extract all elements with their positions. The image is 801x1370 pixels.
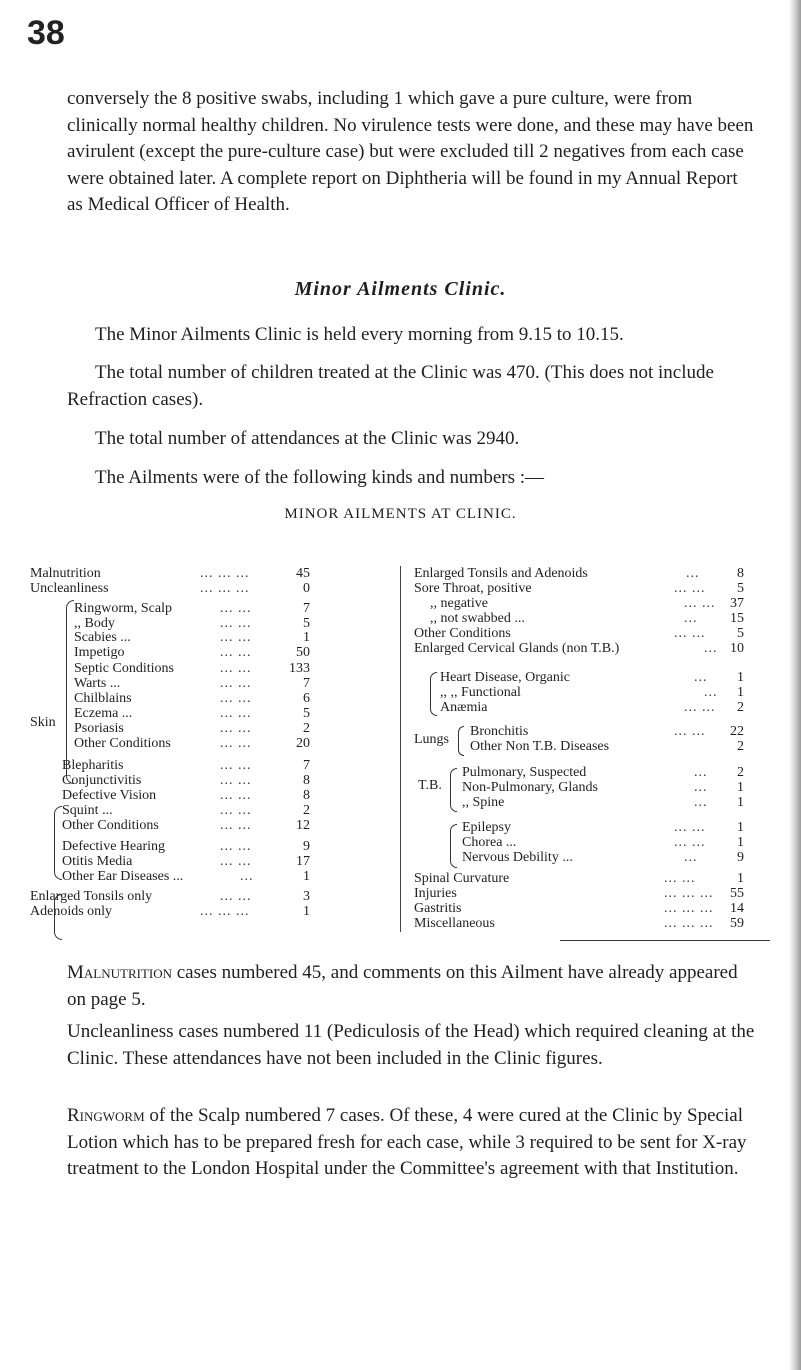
clinic-hours-paragraph: The Minor Ailments Clinic is held every morning from 9.15 to 10.15. [95, 324, 624, 345]
left-row-value: 45 [296, 566, 310, 581]
left-row-label: Psoriasis [74, 721, 124, 736]
right-row-value: 5 [737, 626, 744, 641]
right-row-value: 1 [737, 795, 744, 810]
right-row-label: Bronchitis [470, 724, 529, 739]
left-row-leader: ... ... [220, 721, 252, 736]
left-row-label: Eczema ... [74, 706, 133, 721]
left-row-label: Uncleanliness [30, 581, 109, 596]
left-row-label: Malnutrition [30, 566, 101, 581]
left-row-leader: ... ... [220, 630, 252, 645]
left-row-leader: ... ... [220, 691, 252, 706]
left-row-value: 12 [296, 818, 310, 833]
left-row-value: 1 [303, 904, 310, 919]
left-row-label: Blepharitis [62, 758, 124, 773]
right-row-value: 8 [737, 566, 744, 581]
right-row-label: Epilepsy [462, 820, 511, 835]
left-row-value: 7 [303, 601, 310, 616]
left-row-value: 1 [303, 869, 310, 884]
right-row-leader: ... ... [684, 596, 716, 611]
right-row-value: 14 [730, 901, 744, 916]
left-row-label: Impetigo [74, 645, 125, 660]
section-heading: Minor Ailments Clinic. [294, 278, 507, 300]
left-row [30, 904, 390, 920]
left-row [30, 758, 390, 774]
left-row [30, 661, 390, 677]
right-row-value: 1 [737, 685, 744, 700]
right-row-leader: ... ... [674, 581, 706, 596]
right-row [414, 765, 754, 781]
left-row [30, 645, 390, 661]
right-row [414, 886, 754, 902]
right-row-label: Miscellaneous [414, 916, 495, 931]
right-row-leader: ... [686, 566, 700, 581]
right-row-leader: ... [684, 850, 698, 865]
table-bottom-rule [560, 940, 770, 941]
uncleanliness-paragraph: Uncleanliness cases numbered 11 (Pediculosis of the Head) which required cleaning at the Clinic. These attendances have not been included in the Clinic figures. [67, 1021, 755, 1069]
left-row-leader: ... ... [220, 601, 252, 616]
right-row-label: Gastritis [414, 901, 462, 916]
right-row-leader: ... ... [674, 835, 706, 850]
left-row-label: Septic Conditions [74, 661, 174, 676]
left-row-label: Defective Vision [62, 788, 157, 803]
right-row-label: Nervous Debility ... [462, 850, 573, 865]
right-row [414, 780, 754, 796]
right-row-value: 59 [730, 916, 744, 931]
right-row-label: Pulmonary, Suspected [462, 765, 587, 780]
left-row-value: 3 [303, 889, 310, 904]
left-row-value: 1 [303, 630, 310, 645]
right-row-leader: ... [694, 795, 708, 810]
right-row-label: Non-Pulmonary, Glands [462, 780, 598, 795]
left-row-value: 50 [296, 645, 310, 660]
left-ailments-table [30, 566, 390, 936]
right-row-value: 1 [737, 780, 744, 795]
left-row-leader: ... ... [220, 616, 252, 631]
tb-group-label: T.B. [418, 778, 442, 793]
right-row-label: Chorea ... [462, 835, 517, 850]
right-row-label: Heart Disease, Organic [440, 670, 570, 685]
table-title: MINOR AILMENTS AT CLINIC. [284, 506, 517, 522]
left-row-leader: ... ... [220, 788, 252, 803]
right-row [414, 626, 754, 642]
right-row-leader: ... ... [674, 724, 706, 739]
right-row-label: Injuries [414, 886, 457, 901]
left-row-leader: ... ... [220, 645, 252, 660]
intro-paragraph: conversely the 8 positive swabs, including 1 which gave a pure culture, were from clinically normal healthy children. No virulence tests were done, and these may have been avirulent (except the pure-culture case) but were excluded till 2 negatives from each case were obtained later. A complete report on Diphtheria will be found in my Annual Report as Medical Officer of Health. [67, 88, 754, 215]
left-row [30, 706, 390, 722]
skin-group-label: Skin [30, 715, 56, 730]
right-row-leader: ... [704, 641, 718, 656]
left-row [30, 566, 390, 582]
right-row-label: Enlarged Tonsils and Adenoids [414, 566, 588, 581]
left-row-label: Otitis Media [62, 854, 133, 869]
malnutrition-paragraph [67, 960, 757, 1013]
right-row [414, 670, 754, 686]
left-row-leader: ... ... [220, 676, 252, 691]
left-row-label: Other Conditions [74, 736, 171, 751]
left-row-label: Scabies ... [74, 630, 131, 645]
left-row-label: Chilblains [74, 691, 132, 706]
right-row-leader: ... [694, 670, 708, 685]
left-row-label: Ringworm, Scalp [74, 601, 172, 616]
left-row-leader: ... ... [220, 854, 252, 869]
right-row-value: 5 [737, 581, 744, 596]
left-row-leader: ... ... [220, 803, 252, 818]
right-row [414, 850, 754, 866]
right-row-leader: ... ... ... [664, 901, 714, 916]
left-row [30, 889, 390, 905]
total-children-paragraph: The total number of children treated at the Clinic was 470. (This does not include Refraction cases). [67, 362, 714, 410]
left-row-value: 7 [303, 758, 310, 773]
left-row [30, 601, 390, 617]
left-row-value: 8 [303, 788, 310, 803]
left-row-value: 5 [303, 616, 310, 631]
left-row-leader: ... ... [220, 706, 252, 721]
right-row [414, 581, 754, 597]
right-row-leader: ... [694, 765, 708, 780]
right-row-label: ,, ,, Functional [440, 685, 521, 700]
right-row-leader: ... ... [684, 700, 716, 715]
left-row-value: 6 [303, 691, 310, 706]
right-row-label: Enlarged Cervical Glands (non T.B.) [414, 641, 620, 656]
left-row-label: Conjunctivitis [62, 773, 142, 788]
left-row [30, 869, 390, 885]
right-row-label: Anæmia [440, 700, 488, 715]
left-row-leader: ... ... [220, 661, 252, 676]
right-row-value: 1 [737, 871, 744, 886]
right-row [414, 835, 754, 851]
left-row-value: 17 [296, 854, 310, 869]
left-row [30, 676, 390, 692]
left-row-leader: ... [240, 869, 254, 884]
right-row [414, 685, 754, 701]
left-row-value: 2 [303, 803, 310, 818]
left-row [30, 630, 390, 646]
right-row-value: 2 [737, 765, 744, 780]
left-row-label: ,, Body [74, 616, 115, 631]
left-row-value: 8 [303, 773, 310, 788]
right-row-label: Other Non T.B. Diseases [470, 739, 610, 754]
right-row [414, 901, 754, 917]
ailments-intro-paragraph: The Ailments were of the following kinds and numbers :— [95, 467, 545, 488]
right-row-value: 2 [737, 739, 744, 754]
right-row [414, 611, 754, 627]
right-row-value: 55 [730, 886, 744, 901]
left-row [30, 773, 390, 789]
right-row [414, 871, 754, 887]
left-row [30, 788, 390, 804]
right-row [414, 820, 754, 836]
left-row-leader: ... ... [220, 736, 252, 751]
left-row [30, 736, 390, 752]
left-row [30, 803, 390, 819]
right-row-value: 1 [737, 820, 744, 835]
right-row-value: 2 [737, 700, 744, 715]
left-row-leader: ... ... ... [200, 904, 250, 919]
right-row-value: 9 [737, 850, 744, 865]
right-row-value: 37 [730, 596, 744, 611]
left-row-label: Enlarged Tonsils only [30, 889, 153, 904]
right-row-leader: ... ... [664, 871, 696, 886]
left-row-leader: ... ... [220, 758, 252, 773]
left-row [30, 818, 390, 834]
right-row-leader: ... ... ... [664, 916, 714, 931]
left-row [30, 854, 390, 870]
left-row-label: Defective Hearing [62, 839, 165, 854]
ringworm-paragraph [67, 1103, 757, 1183]
left-row-leader: ... ... ... [200, 566, 250, 581]
left-row-label: Other Conditions [62, 818, 159, 833]
malnutrition-text: cases numbered 45, and comments on this Ailment have already appeared on page 5. [67, 962, 738, 1010]
right-row-value: 1 [737, 835, 744, 850]
malnutrition-lead: Malnutrition [67, 962, 172, 983]
left-row-label: Other Ear Diseases ... [62, 869, 184, 884]
right-row-leader: ... [694, 780, 708, 795]
right-row [414, 739, 754, 755]
left-row-label: Warts ... [74, 676, 121, 691]
left-row-label: Adenoids only [30, 904, 113, 919]
right-row [414, 596, 754, 612]
right-row-value: 1 [737, 670, 744, 685]
left-row-leader: ... ... [220, 839, 252, 854]
left-row [30, 721, 390, 737]
left-row-leader: ... ... ... [200, 581, 250, 596]
left-row-value: 5 [303, 706, 310, 721]
right-row-value: 15 [730, 611, 744, 626]
right-row-leader: ... ... [674, 820, 706, 835]
page-number: 38 [27, 14, 65, 52]
left-row-value: 20 [296, 736, 310, 751]
right-row [414, 641, 754, 657]
right-row-value: 22 [730, 724, 744, 739]
right-row [414, 566, 754, 582]
column-divider [400, 566, 401, 932]
right-row [414, 795, 754, 811]
left-row-leader: ... ... [220, 818, 252, 833]
ringworm-lead: Ringworm [67, 1105, 145, 1126]
left-row-value: 2 [303, 721, 310, 736]
left-row-value: 9 [303, 839, 310, 854]
right-row-label: ,, not swabbed ... [430, 611, 525, 626]
right-row-label: Other Conditions [414, 626, 511, 641]
left-row-leader: ... ... [220, 773, 252, 788]
left-row-leader: ... ... [220, 889, 252, 904]
right-row-label: ,, Spine [462, 795, 505, 810]
right-row-leader: ... ... [674, 626, 706, 641]
left-row-label: Squint ... [62, 803, 113, 818]
left-row [30, 691, 390, 707]
ringworm-text: of the Scalp numbered 7 cases. Of these, 4 were cured at the Clinic by Special Lotion which has to be prepared fresh for each case, while 3 required to be sent for X-ray treatment to the London Hospital under the Committee's agreement with that Institution. [67, 1105, 747, 1179]
page-edge-shadow [789, 0, 801, 1370]
total-attendances-paragraph: The total number of attendances at the Clinic was 2940. [95, 428, 520, 449]
right-row-label: Spinal Curvature [414, 871, 510, 886]
right-row [414, 724, 754, 740]
right-row-leader: ... [684, 611, 698, 626]
left-row-value: 133 [289, 661, 310, 676]
right-row-label: Sore Throat, positive [414, 581, 532, 596]
right-row-label: ,, negative [430, 596, 488, 611]
right-row-value: 10 [730, 641, 744, 656]
left-row-value: 7 [303, 676, 310, 691]
right-row-leader: ... ... ... [664, 886, 714, 901]
right-row-leader: ... [704, 685, 718, 700]
right-row [414, 700, 754, 716]
left-row-value: 0 [303, 581, 310, 596]
left-row [30, 581, 390, 597]
right-row [414, 916, 754, 932]
right-ailments-table [414, 566, 754, 936]
left-row [30, 839, 390, 855]
lungs-group-label: Lungs [414, 732, 449, 747]
